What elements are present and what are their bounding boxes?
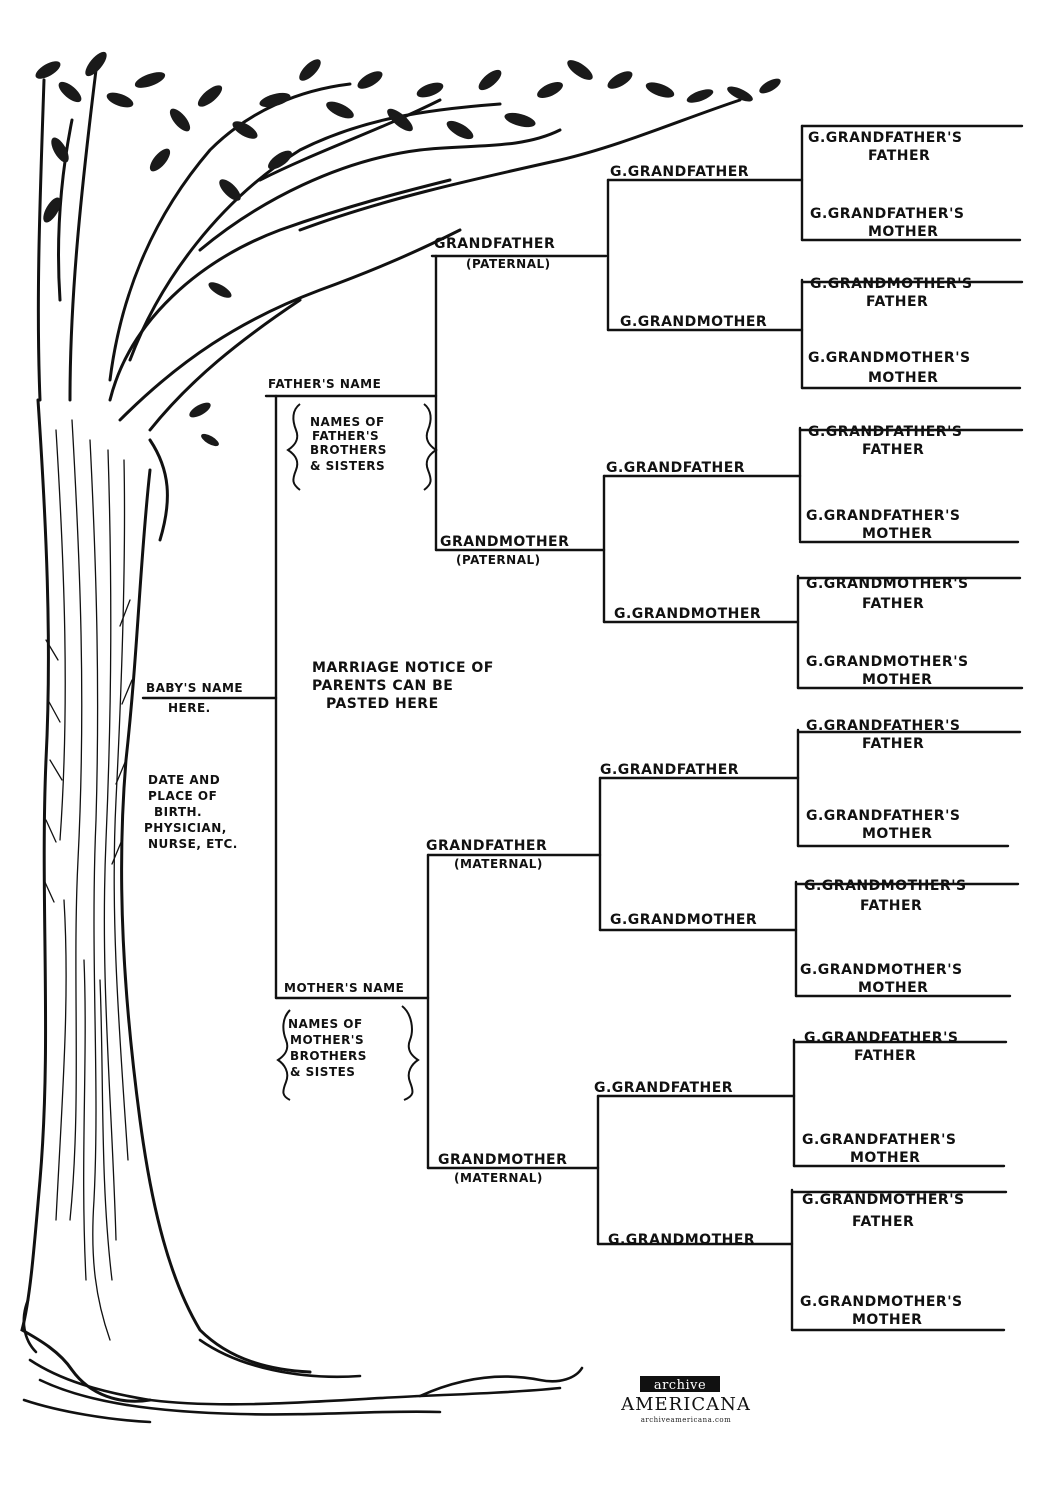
birth-details-line: PHYSICIAN, bbox=[144, 821, 227, 835]
great-grandmother-label: G.GRANDMOTHER bbox=[614, 606, 762, 622]
birth-details-line: DATE AND bbox=[148, 773, 221, 787]
gg-grandparent-line1: G.GRANDMOTHER'S bbox=[806, 576, 969, 592]
great-grandparents bbox=[594, 164, 767, 1248]
great-grandmother-label: G.GRANDMOTHER bbox=[610, 912, 758, 928]
father-section bbox=[268, 377, 387, 473]
gg-grandparent-line1: G.GRANDMOTHER'S bbox=[808, 350, 971, 366]
gg-grandparent-line2: MOTHER bbox=[858, 980, 929, 996]
gg-grandparent-line1: G.GRANDMOTHER'S bbox=[800, 1294, 963, 1310]
gg-grandparent-line2: FATHER bbox=[854, 1048, 917, 1064]
great-grandmother-label: G.GRANDMOTHER bbox=[608, 1232, 756, 1248]
mother-siblings-line: NAMES OF bbox=[288, 1017, 363, 1031]
mother-siblings-line: BROTHERS bbox=[290, 1049, 367, 1063]
great-grandfather-label: G.GRANDFATHER bbox=[610, 164, 750, 180]
grandfather-maternal-label: GRANDFATHER bbox=[426, 838, 548, 854]
gg-grandparent-line1: G.GRANDFATHER'S bbox=[810, 206, 965, 222]
grandmother-paternal-label: GRANDMOTHER bbox=[440, 534, 570, 550]
grandmother-maternal-sub: (MATERNAL) bbox=[454, 1171, 543, 1185]
gg-grandparent-line1: G.GRANDFATHER'S bbox=[806, 808, 961, 824]
great-grandmother-label: G.GRANDMOTHER bbox=[620, 314, 768, 330]
gg-grandparent-line2: MOTHER bbox=[868, 370, 939, 386]
gg-grandparent-line1: G.GRANDMOTHER'S bbox=[804, 878, 967, 894]
mother-name-label: MOTHER'S NAME bbox=[284, 981, 405, 995]
grandmother-maternal-label: GRANDMOTHER bbox=[438, 1152, 568, 1168]
great-grandfather-label: G.GRANDFATHER bbox=[594, 1080, 734, 1096]
mother-section bbox=[284, 981, 404, 1079]
gg-grandparent-line1: G.GRANDFATHER'S bbox=[808, 130, 963, 146]
mother-siblings-line: & SISTES bbox=[290, 1065, 356, 1079]
marriage-notice-line: MARRIAGE NOTICE OF bbox=[312, 660, 494, 676]
father-siblings-line: NAMES OF bbox=[310, 415, 385, 429]
birth-details-line: BIRTH. bbox=[154, 805, 203, 819]
birth-details-line: NURSE, ETC. bbox=[148, 837, 238, 851]
father-siblings-line: BROTHERS bbox=[310, 443, 387, 457]
gg-grandparent-line2: MOTHER bbox=[862, 826, 933, 842]
gg-grandparent-line1: G.GRANDFATHER'S bbox=[804, 1030, 959, 1046]
gg-grandparent-line2: MOTHER bbox=[862, 672, 933, 688]
marriage-notice-line: PARENTS CAN BE bbox=[312, 678, 454, 694]
marriage-notice-line: PASTED HERE bbox=[326, 696, 439, 712]
gg-grandparent-line2: MOTHER bbox=[852, 1312, 923, 1328]
watermark-archive: archive bbox=[653, 1378, 707, 1393]
watermark-brand: AMERICANA bbox=[621, 1394, 751, 1415]
great-grandfather-label: G.GRANDFATHER bbox=[606, 460, 746, 476]
gg-grandparent-line1: G.GRANDMOTHER'S bbox=[806, 654, 969, 670]
gg-grandparent-line2: FATHER bbox=[862, 596, 925, 612]
marriage-notice bbox=[312, 660, 494, 712]
gg-grandparent-line1: G.GRANDFATHER'S bbox=[802, 1132, 957, 1148]
gg-grandparent-line2: FATHER bbox=[866, 294, 929, 310]
father-name-label: FATHER'S NAME bbox=[268, 377, 382, 391]
baby-section bbox=[144, 681, 243, 851]
baby-name-here: HERE. bbox=[168, 701, 211, 715]
watermark-url: archiveamericana.com bbox=[640, 1416, 732, 1424]
gg-grandparent-line2: FATHER bbox=[862, 442, 925, 458]
gg-grandparent-line2: MOTHER bbox=[850, 1150, 921, 1166]
grandparents bbox=[426, 236, 569, 1185]
birth-details-line: PLACE OF bbox=[148, 789, 218, 803]
gg-grandparent-line2: MOTHER bbox=[862, 526, 933, 542]
grandfather-paternal-sub: (PATERNAL) bbox=[466, 257, 551, 271]
great-grandfather-label: G.GRANDFATHER bbox=[600, 762, 740, 778]
gg-grandparents bbox=[800, 130, 973, 1328]
father-siblings-line: FATHER'S bbox=[312, 429, 380, 443]
gg-grandparent-line1: G.GRANDMOTHER'S bbox=[800, 962, 963, 978]
gg-grandparent-line1: G.GRANDFATHER'S bbox=[806, 508, 961, 524]
grandfather-maternal-sub: (MATERNAL) bbox=[454, 857, 543, 871]
gg-grandparent-line2: FATHER bbox=[868, 148, 931, 164]
gg-grandparent-line1: G.GRANDFATHER'S bbox=[806, 718, 961, 734]
gg-grandparent-line1: G.GRANDMOTHER'S bbox=[810, 276, 973, 292]
baby-name-label: BABY'S NAME bbox=[146, 681, 244, 695]
grandmother-paternal-sub: (PATERNAL) bbox=[456, 553, 541, 567]
tree-illustration bbox=[22, 49, 783, 1422]
gg-grandparent-line2: FATHER bbox=[852, 1214, 915, 1230]
gg-grandparent-line2: FATHER bbox=[862, 736, 925, 752]
gg-grandparent-line1: G.GRANDFATHER'S bbox=[808, 424, 963, 440]
gg-grandparent-line2: MOTHER bbox=[868, 224, 939, 240]
father-siblings-line: & SISTERS bbox=[310, 459, 386, 473]
grandfather-paternal-label: GRANDFATHER bbox=[434, 236, 556, 252]
gg-grandparent-line2: FATHER bbox=[860, 898, 923, 914]
gg-grandparent-line1: G.GRANDMOTHER'S bbox=[802, 1192, 965, 1208]
mother-siblings-line: MOTHER'S bbox=[290, 1033, 365, 1047]
watermark-logo bbox=[620, 1376, 751, 1424]
